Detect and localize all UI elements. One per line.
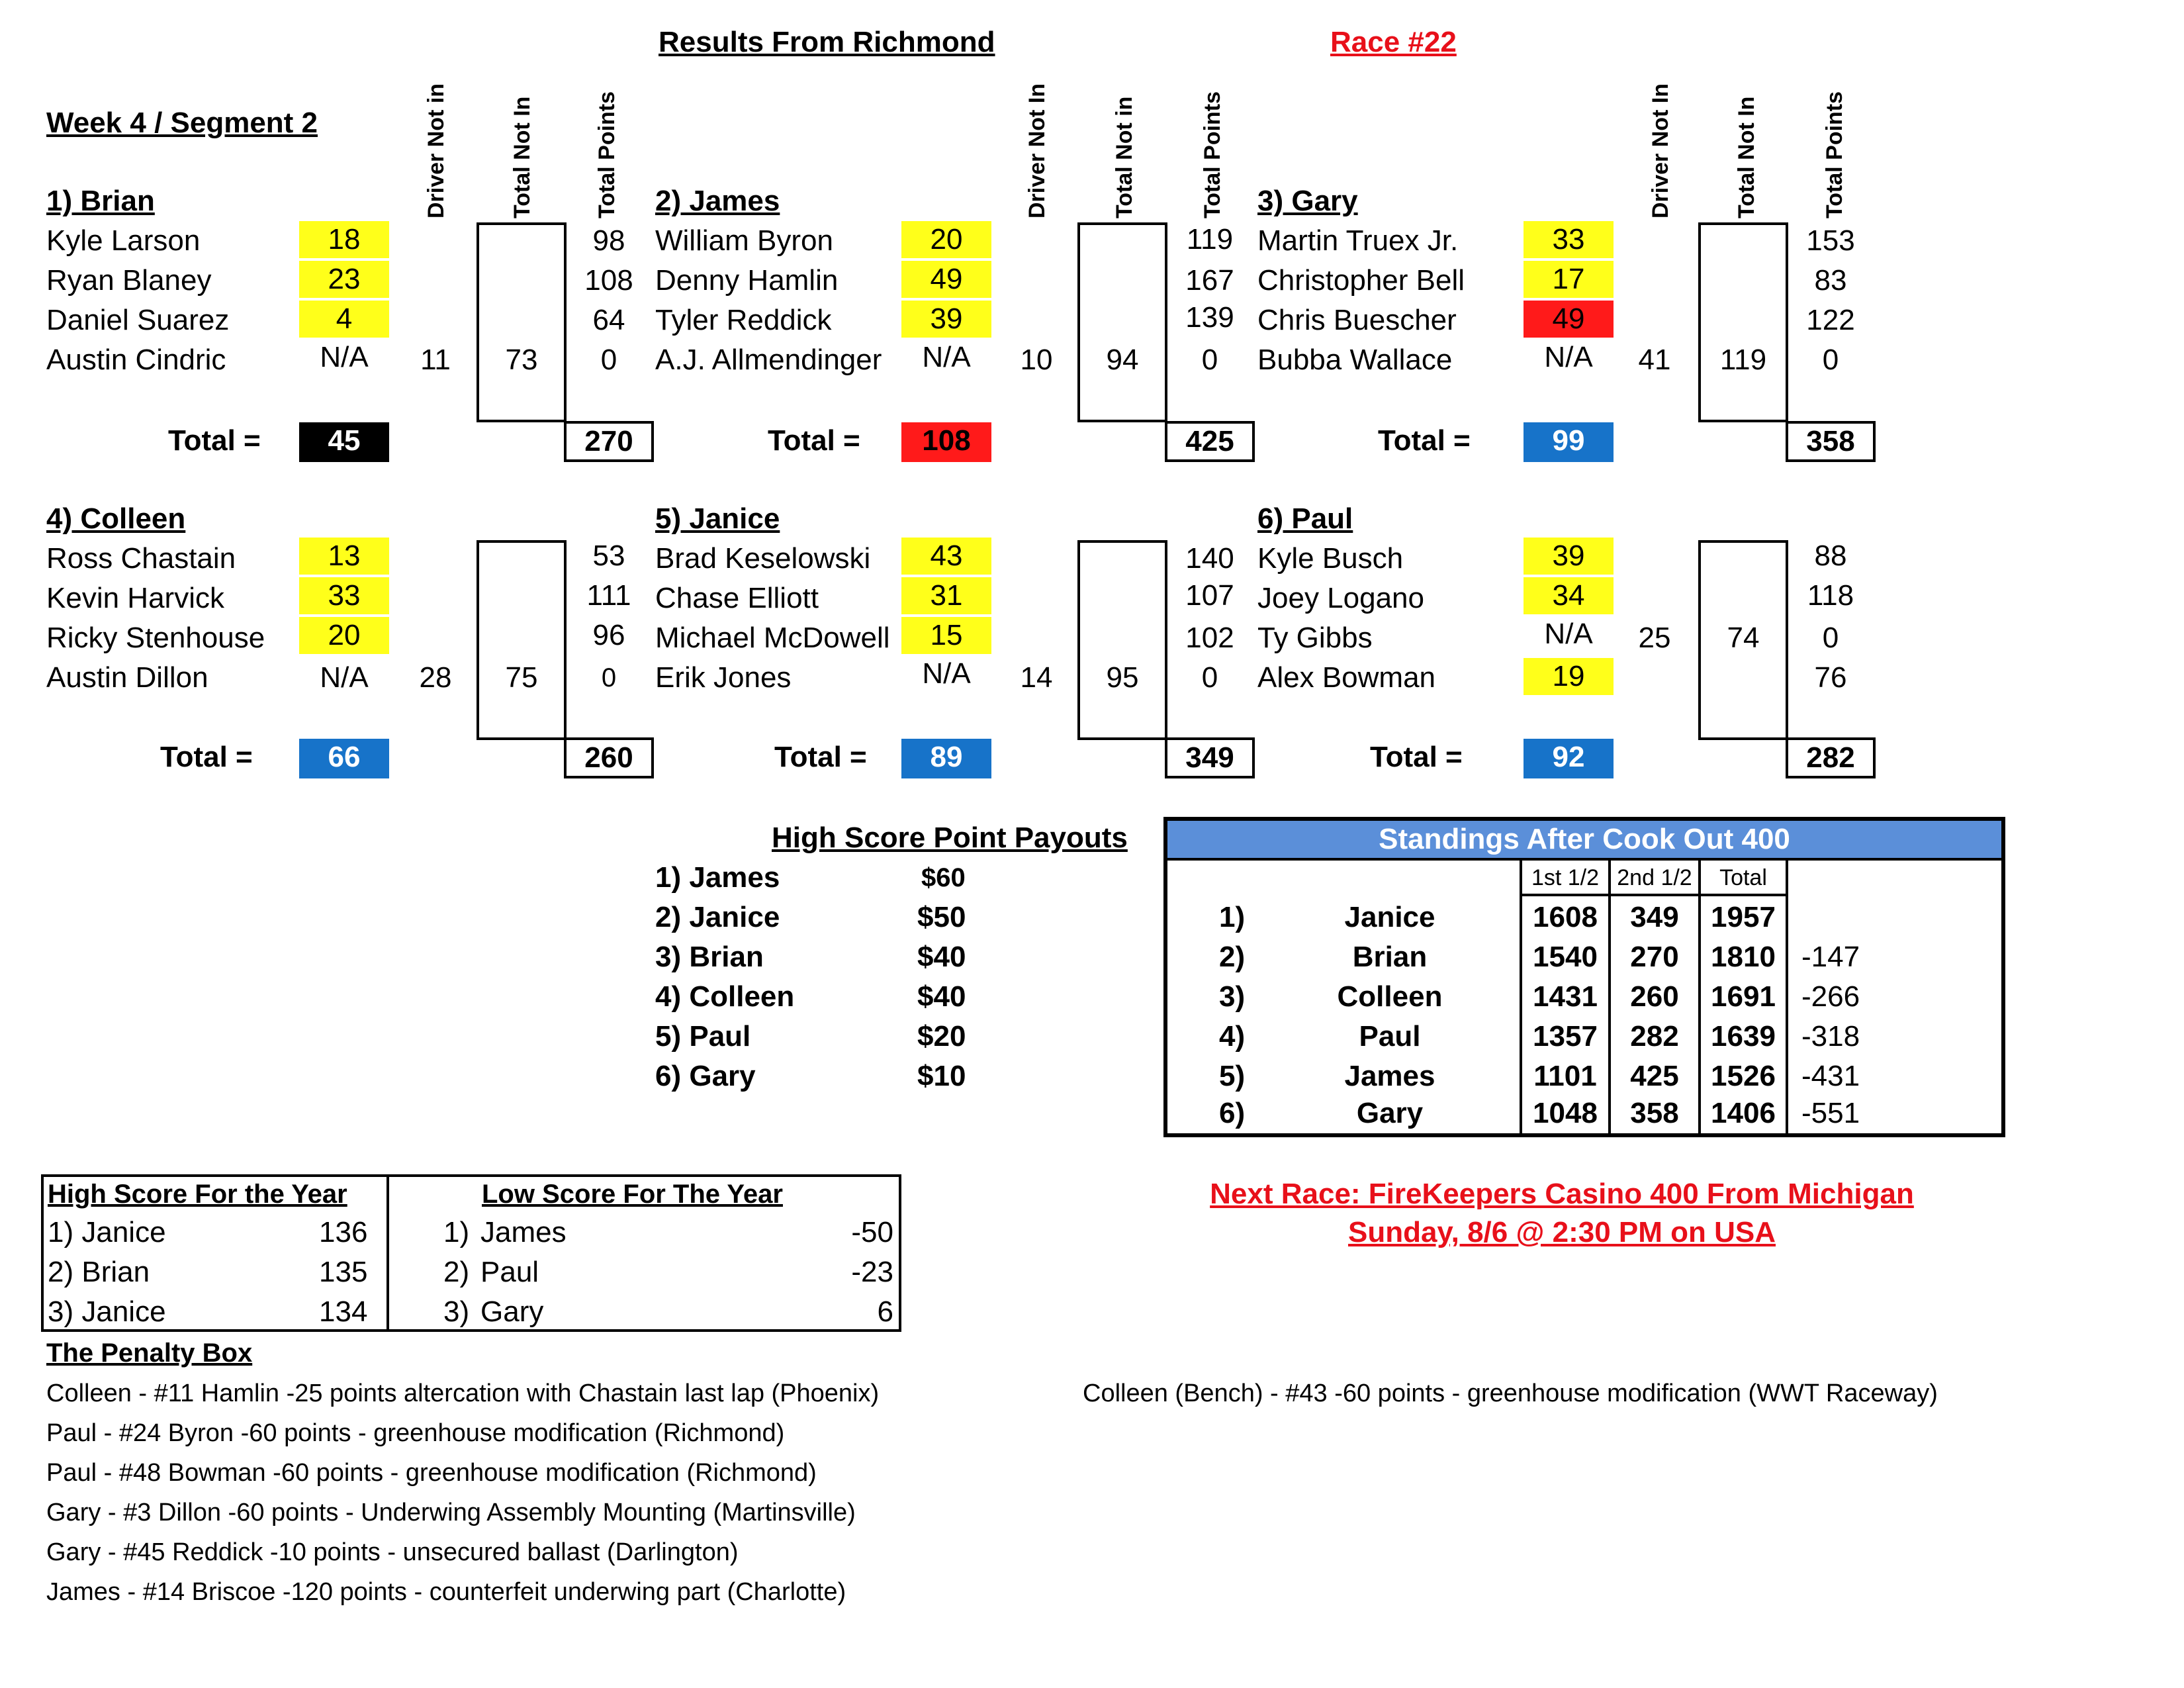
points-cell: 118: [1807, 579, 1854, 612]
low-score-title: Low Score For The Year: [482, 1180, 783, 1209]
finish-cell: 4: [299, 301, 389, 338]
driver-name: Ross Chastain: [46, 542, 236, 575]
standings-header: 1st 1/2: [1531, 865, 1600, 890]
payout-name: 1) James: [655, 861, 780, 894]
driver-name: Christopher Bell: [1257, 264, 1465, 297]
high-score-value: 135: [319, 1256, 368, 1288]
not-in-box: [1077, 222, 1167, 422]
driver-name: William Byron: [655, 224, 833, 257]
finish-cell: 43: [901, 538, 991, 575]
finish-cell: N/A: [922, 657, 971, 690]
payout-name: 3) Brian: [655, 941, 764, 973]
col-header-total-points: Total Points: [1822, 91, 1847, 218]
total-label: Total =: [168, 424, 261, 457]
points-cell: 83: [1814, 264, 1847, 297]
standings-name: Colleen: [1337, 980, 1443, 1013]
finish-cell: 39: [1524, 538, 1614, 575]
points-cell: 0: [1201, 661, 1218, 694]
driver-name: Martin Truex Jr.: [1257, 224, 1459, 257]
team-name: 4) Colleen: [46, 502, 186, 535]
driver-name: Alex Bowman: [1257, 661, 1436, 694]
points-cell: 53: [592, 539, 625, 572]
low-score-rank: 2): [443, 1256, 470, 1288]
finish-cell: 39: [901, 301, 991, 338]
team-total-points: 270: [564, 421, 654, 462]
standings-second: 260: [1630, 980, 1679, 1013]
finish-cell: 49: [901, 261, 991, 298]
team-total-points: 349: [1165, 737, 1255, 778]
standings-behind: -147: [1801, 941, 1860, 973]
total-not-in-value: 73: [505, 344, 538, 376]
points-cell: 0: [600, 344, 617, 376]
high-score-value: 136: [319, 1216, 368, 1248]
total-label: Total =: [1378, 424, 1471, 457]
col-header-total-points: Total Points: [1200, 91, 1225, 218]
penalty-item: Gary - #45 Reddick -10 points - unsecured ballast (Darlington): [46, 1538, 739, 1566]
payout-amount: $10: [917, 1060, 966, 1092]
standings-total: 1526: [1711, 1060, 1776, 1092]
payout-amount: $20: [917, 1020, 966, 1053]
finish-cell: 33: [299, 577, 389, 614]
finish-cell: 20: [901, 221, 991, 258]
total-label: Total =: [768, 424, 860, 457]
col-header-driver-not-in: Driver Not In: [1648, 83, 1673, 218]
penalty-item: Paul - #24 Byron -60 points - greenhouse modification (Richmond): [46, 1419, 785, 1447]
points-cell: 0: [601, 663, 617, 692]
points-cell: 119: [1186, 223, 1234, 256]
standings-total: 1957: [1711, 901, 1776, 933]
payouts-title: High Score Point Payouts: [772, 821, 1128, 854]
standings-name: Brian: [1352, 941, 1428, 973]
points-cell: 139: [1185, 301, 1234, 334]
driver-name: Austin Dillon: [46, 661, 208, 694]
standings-behind: -318: [1801, 1020, 1860, 1053]
finish-cell: 20: [299, 617, 389, 654]
total-not-in-value: 119: [1719, 344, 1767, 376]
not-in-box: [1698, 222, 1788, 422]
payout-name: 5) Paul: [655, 1020, 751, 1053]
payout-amount: $40: [917, 980, 966, 1013]
total-not-in-value: 94: [1106, 344, 1139, 376]
week-label: Week 4 / Segment 2: [46, 107, 318, 139]
penalty-item: Gary - #3 Dillon -60 points - Underwing Assembly Mounting (Martinsville): [46, 1499, 856, 1526]
driver-name: Bubba Wallace: [1257, 344, 1453, 376]
standings-total: 1810: [1711, 941, 1776, 973]
penalty-item: James - #14 Briscoe -120 points - counterfeit underwing part (Charlotte): [46, 1578, 846, 1606]
finish-cell: 33: [1524, 221, 1614, 258]
total-not-in-value: 75: [505, 661, 538, 694]
team-total-points: 282: [1786, 737, 1876, 778]
payout-name: 6) Gary: [655, 1060, 756, 1092]
payout-name: 2) Janice: [655, 901, 780, 933]
high-score-value: 134: [319, 1295, 368, 1328]
grid-line: [1786, 858, 1788, 1133]
driver-name: Joey Logano: [1257, 582, 1424, 614]
standings-name: James: [1344, 1060, 1435, 1092]
driver-name: Austin Cindric: [46, 344, 226, 376]
finish-cell: 17: [1524, 261, 1614, 298]
total-not-in-value: 74: [1727, 622, 1760, 654]
driver-name: Ricky Stenhouse: [46, 622, 265, 654]
not-in-box: [1077, 540, 1167, 740]
points-cell: 167: [1185, 264, 1234, 297]
points-cell: 122: [1806, 304, 1855, 336]
standings-second: 358: [1630, 1097, 1679, 1129]
standings-name: Gary: [1356, 1097, 1424, 1129]
points-cell: 88: [1814, 539, 1847, 572]
driver-not-in-value: 25: [1638, 622, 1671, 654]
points-cell: 108: [584, 264, 633, 297]
page-title: Results From Richmond: [659, 26, 995, 58]
grid-line: [387, 1174, 389, 1332]
high-score-name: 1) Janice: [48, 1216, 166, 1248]
team-name: 2) James: [655, 185, 780, 217]
standings-first: 1608: [1533, 901, 1598, 933]
standings-rank: 5): [1219, 1060, 1246, 1092]
standings-name: Janice: [1344, 901, 1435, 933]
finish-cell: N/A: [1544, 341, 1593, 373]
finish-cell: 31: [901, 577, 991, 614]
col-header-total-not-in: Total Not In: [1734, 96, 1759, 218]
driver-name: Kyle Busch: [1257, 542, 1404, 575]
standings-total: 1691: [1711, 980, 1776, 1013]
penalty-bench-item: Colleen (Bench) - #43 -60 points - greenhouse modification (WWT Raceway): [1083, 1380, 1938, 1407]
points-cell: 102: [1185, 622, 1234, 654]
standings-total: 1639: [1711, 1020, 1776, 1053]
driver-name: Kyle Larson: [46, 224, 201, 257]
standings-second: 282: [1630, 1020, 1679, 1053]
finish-cell: 49: [1524, 301, 1614, 338]
team-total: 89: [901, 739, 991, 778]
high-score-name: 3) Janice: [48, 1295, 166, 1328]
team-total: 66: [299, 739, 389, 778]
payout-amount: $60: [921, 863, 966, 892]
not-in-box: [477, 540, 567, 740]
points-cell: 0: [1822, 622, 1839, 654]
standings-rank: 2): [1219, 941, 1246, 973]
standings-second: 349: [1630, 901, 1679, 933]
col-header-total-points: Total Points: [594, 91, 619, 218]
finish-cell: 15: [901, 617, 991, 654]
low-score-value: -23: [851, 1256, 893, 1288]
finish-cell: 18: [299, 221, 389, 258]
finish-cell: 23: [299, 261, 389, 298]
points-cell: 140: [1185, 542, 1234, 575]
points-cell: 76: [1814, 661, 1847, 694]
points-cell: 107: [1185, 579, 1234, 612]
driver-name: Kevin Harvick: [46, 582, 224, 614]
standings-rank: 4): [1219, 1020, 1246, 1053]
finish-cell: N/A: [922, 341, 971, 373]
low-score-rank: 3): [443, 1295, 470, 1328]
col-header-total-not-in: Total Not in: [1112, 96, 1137, 218]
standings-first: 1540: [1533, 941, 1598, 973]
driver-name: Denny Hamlin: [655, 264, 839, 297]
finish-cell: N/A: [320, 661, 369, 694]
standings-rank: 3): [1219, 980, 1246, 1013]
driver-name: Chase Elliott: [655, 582, 819, 614]
payout-amount: $40: [917, 941, 966, 973]
standings-first: 1101: [1533, 1060, 1597, 1092]
team-total-points: 425: [1165, 421, 1255, 462]
team-name: 3) Gary: [1257, 185, 1358, 217]
driver-name: Michael McDowell: [655, 622, 890, 654]
race-number: Race #22: [1330, 26, 1457, 58]
payout-name: 4) Colleen: [655, 980, 795, 1013]
standings-second: 425: [1630, 1060, 1679, 1092]
high-score-name: 2) Brian: [48, 1256, 150, 1288]
total-label: Total =: [774, 741, 867, 773]
team-total-points: 358: [1786, 421, 1876, 462]
driver-not-in-value: 11: [420, 344, 451, 376]
low-score-rank: 1): [443, 1216, 470, 1248]
driver-name: Ty Gibbs: [1257, 622, 1373, 654]
finish-cell: N/A: [320, 341, 369, 373]
payout-amount: $50: [917, 901, 966, 933]
low-score-value: -50: [851, 1216, 893, 1248]
standings-rank: 6): [1219, 1097, 1246, 1129]
standings-behind: -551: [1801, 1097, 1860, 1129]
total-label: Total =: [1370, 741, 1463, 773]
team-total: 92: [1524, 739, 1614, 778]
team-total: 108: [901, 422, 991, 462]
team-name: 5) Janice: [655, 502, 780, 535]
total-label: Total =: [160, 741, 253, 773]
finish-cell: N/A: [1544, 618, 1593, 650]
driver-not-in-value: 10: [1020, 344, 1053, 376]
standings-total: 1406: [1711, 1097, 1776, 1129]
team-name: 1) Brian: [46, 185, 155, 217]
standings-behind: -431: [1801, 1060, 1860, 1092]
points-cell: 153: [1806, 224, 1855, 257]
standings-behind: -266: [1801, 980, 1860, 1013]
next-race-time: Sunday, 8/6 @ 2:30 PM on USA: [1347, 1216, 1776, 1248]
high-score-title: High Score For the Year: [48, 1180, 347, 1209]
standings-second: 270: [1630, 941, 1679, 973]
col-header-driver-not-in: Driver Not in: [424, 83, 449, 218]
team-total-points: 260: [564, 737, 654, 778]
standings-title: Standings After Cook Out 400: [1167, 821, 2001, 861]
standings-first: 1048: [1533, 1097, 1598, 1129]
standings-name: Paul: [1359, 1020, 1421, 1053]
driver-name: A.J. Allmendinger: [655, 344, 882, 376]
next-race-title: Next Race: FireKeepers Casino 400 From Michigan: [1210, 1178, 1914, 1210]
driver-not-in-value: 28: [419, 661, 452, 694]
team-total: 99: [1524, 422, 1614, 462]
low-score-name: Paul: [480, 1256, 539, 1288]
driver-name: Erik Jones: [655, 661, 792, 694]
standings-first: 1357: [1533, 1020, 1598, 1053]
low-score-name: James: [480, 1216, 567, 1248]
points-cell: 64: [592, 304, 625, 336]
standings-header: 2nd 1/2: [1617, 865, 1692, 890]
driver-not-in-value: 14: [1020, 661, 1053, 694]
standings-rank: 1): [1219, 901, 1246, 933]
points-cell: 0: [1822, 344, 1839, 376]
driver-name: Daniel Suarez: [46, 304, 230, 336]
team-total: 45: [299, 422, 389, 462]
driver-name: Chris Buescher: [1257, 304, 1457, 336]
not-in-box: [477, 222, 567, 422]
col-header-driver-not-in: Driver Not In: [1024, 83, 1050, 218]
finish-cell: 13: [299, 538, 389, 575]
finish-cell: 19: [1524, 658, 1614, 695]
points-cell: 111: [586, 579, 631, 612]
col-header-total-not-in: Total Not In: [510, 96, 535, 218]
driver-name: Brad Keselowski: [655, 542, 871, 575]
standings-first: 1431: [1533, 980, 1598, 1013]
finish-cell: 34: [1524, 577, 1614, 614]
driver-name: Ryan Blaney: [46, 264, 212, 297]
penalty-item: Colleen - #11 Hamlin -25 points altercation with Chastain last lap (Phoenix): [46, 1380, 880, 1407]
driver-name: Tyler Reddick: [655, 304, 832, 336]
driver-not-in-value: 41: [1638, 344, 1671, 376]
total-not-in-value: 95: [1106, 661, 1139, 694]
penalty-title: The Penalty Box: [46, 1338, 253, 1368]
low-score-name: Gary: [480, 1295, 544, 1328]
points-cell: 98: [592, 224, 625, 257]
team-name: 6) Paul: [1257, 502, 1353, 535]
standings-header: Total: [1719, 865, 1767, 890]
points-cell: 96: [592, 619, 625, 651]
points-cell: 0: [1201, 344, 1218, 376]
low-score-value: 6: [877, 1295, 893, 1328]
penalty-item: Paul - #48 Bowman -60 points - greenhouse modification (Richmond): [46, 1459, 817, 1487]
